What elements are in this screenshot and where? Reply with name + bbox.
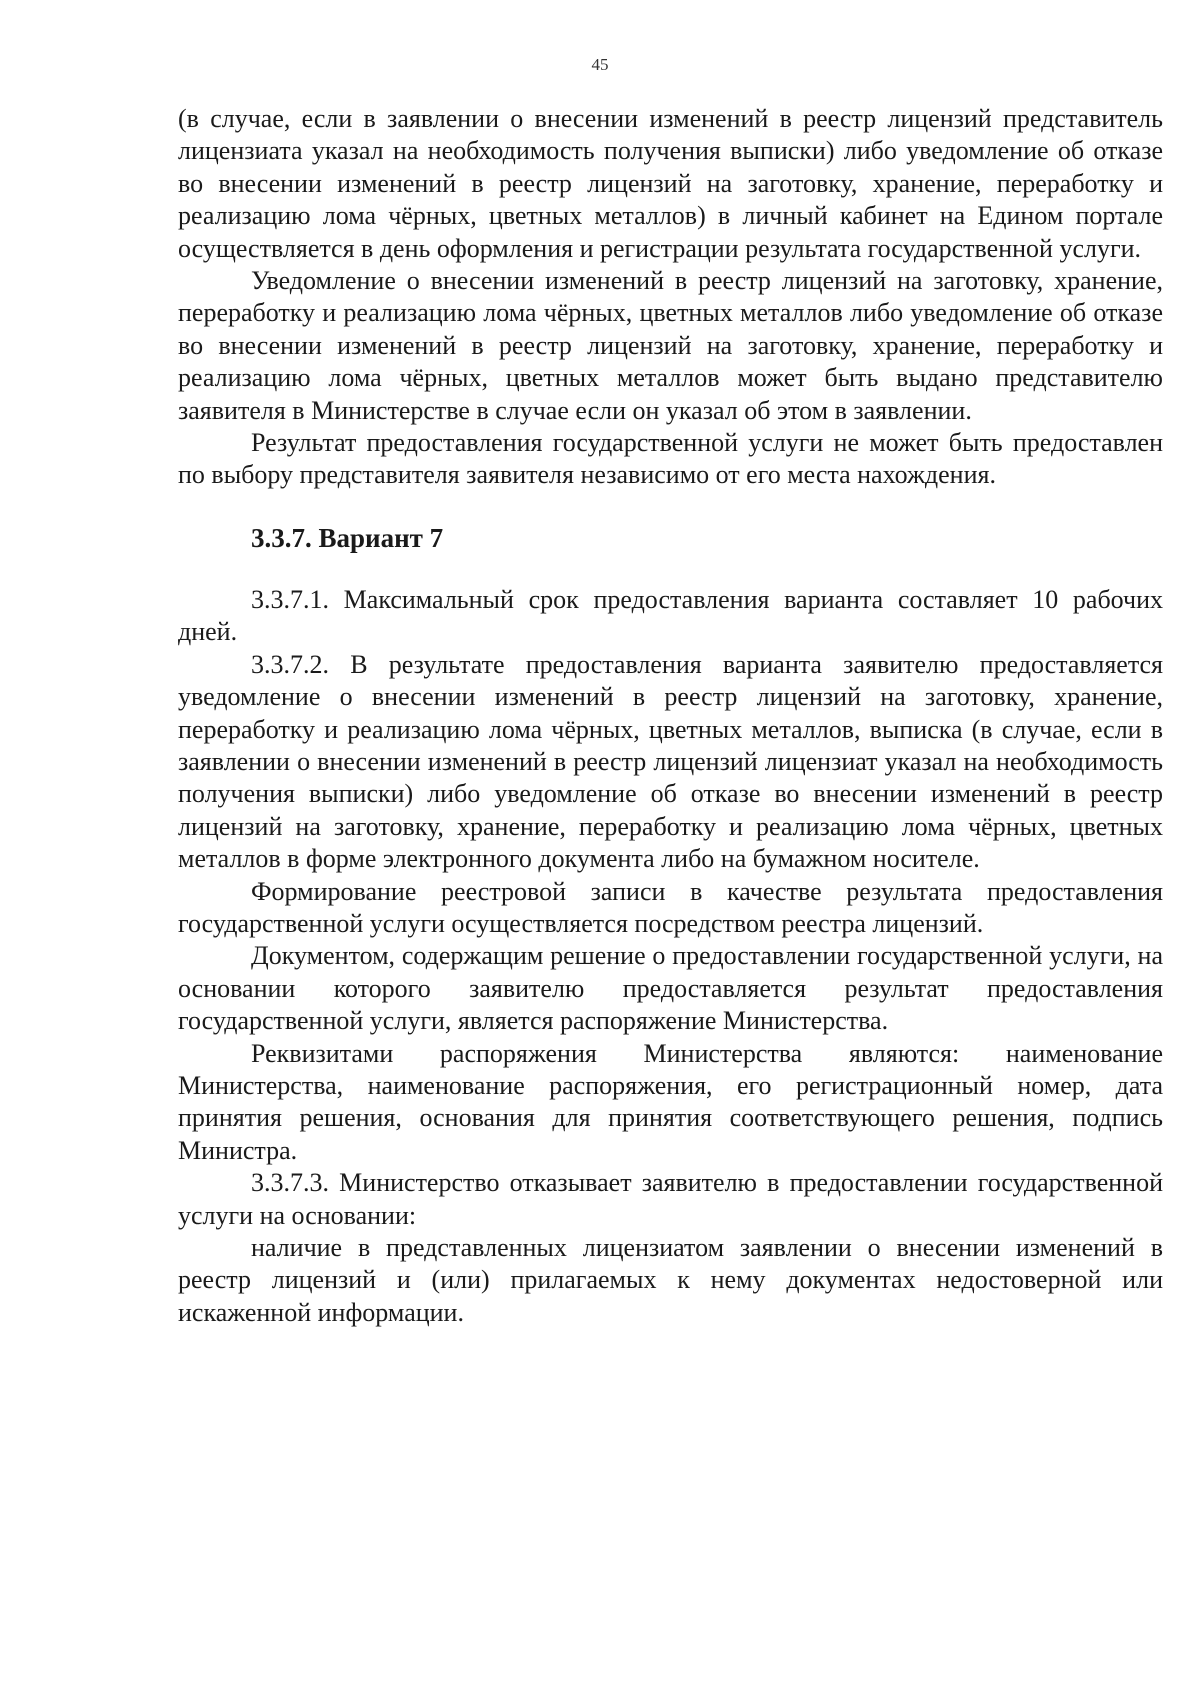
document-body	[178, 103, 1163, 1329]
section-heading: 3.3.7. Вариант 7	[251, 522, 444, 553]
paragraph-continuation: (в случае, если в заявлении о внесении изменений в реестр лицензий представитель лицензиата указал на необходимость получения выписки) либо уведомление об отказе во внесении изменений в реестр лицензий на заготовку, хранение, переработку и реализацию лома чёрных, цветных металлов) в личный кабинет на Едином портале осуществляется в день оформления и регистрации результата государственной услуги.	[178, 104, 1163, 263]
page-number: 45	[591, 55, 609, 74]
paragraph-order-details: Реквизитами распоряжения Министерства являются: наименование Министерства, наименование распоряжения, его регистрационный номер, дата принятия решения, основания для принятия соответствующего решения, подпись Министра.	[178, 1038, 1163, 1165]
paragraph-3-3-7-1: 3.3.7.1. Максимальный срок предоставления варианта составляет 10 рабочих дней.	[178, 584, 1163, 647]
paragraph-3-3-7-2: 3.3.7.2. В результате предоставления варианта заявителю предоставляется уведомление о внесении изменений в реестр лицензий на заготовку, хранение, переработку и реализацию лома чёрных, цветных металлов, выписка (в случае, если в заявлении о внесении изменений в реестр лицензий лицензиат указал на необходимость получения выписки) либо уведомление об отказе во внесении изменений в реестр лицензий на заготовку, хранение, переработку и реализацию лома чёрных, цветных металлов в форме электронного документа либо на бумажном носителе.	[178, 649, 1163, 874]
paragraph-notification-delivery: Уведомление о внесении изменений в реестр лицензий на заготовку, хранение, переработку и реализацию лома чёрных, цветных металлов либо уведомление об отказе во внесении изменений в реестр лицензий на заготовку, хранение, переработку и реализацию лома чёрных, цветных металлов может быть выдано представителю заявителя в Министерстве в случае если он указал об этом в заявлении.	[178, 266, 1163, 425]
paragraph-registry-record: Формирование реестровой записи в качестве результата предоставления государственной услуги осуществляется посредством реестра лицензий.	[178, 876, 1163, 938]
paragraph-refusal-ground: наличие в представленных лицензиатом заявлении о внесении изменений в реестр лицензий и (или) прилагаемых к нему документах недостоверной или искаженной информации.	[178, 1233, 1163, 1327]
paragraph-3-3-7-3: 3.3.7.3. Министерство отказывает заявителю в предоставлении государственной услуги на основании:	[178, 1168, 1163, 1230]
paragraph-result-location: Результат предоставления государственной услуги не может быть предоставлен по выбору представителя заявителя независимо от его места нахождения.	[178, 428, 1163, 490]
paragraph-decision-document: Документом, содержащим решение о предоставлении государственной услуги, на основании которого заявителю предоставляется результат предоставления государственной услуги, является распоряжение Министерства.	[178, 941, 1163, 1036]
